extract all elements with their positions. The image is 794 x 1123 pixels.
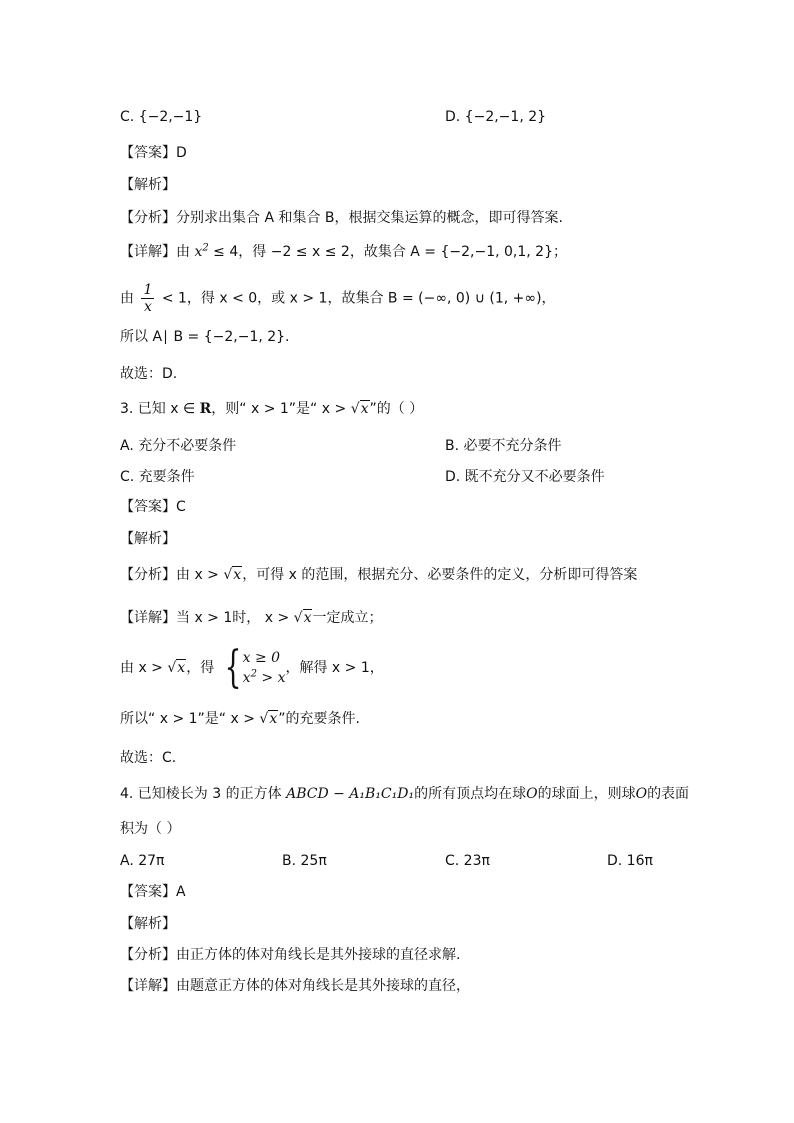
text-part: 的所有顶点均在球	[414, 786, 527, 802]
sqrt-radicand: x	[233, 567, 242, 583]
q3-choice: 故选：C.	[120, 750, 177, 766]
sqrt-symbol: √	[293, 610, 303, 626]
q3-option-d: D. 既不充分又不必要条件	[445, 469, 605, 485]
text-part: 一定成立；	[312, 610, 383, 626]
q4-option-c: C. 23π	[445, 853, 490, 869]
system-row-2: $x^2 > x$	[242, 668, 286, 686]
q3-conclusion	[120, 709, 360, 729]
q3-stem-part: ，则“ x > 1”是“ x >	[211, 401, 351, 417]
q3-stem-part: 3. 已知 x ∈	[120, 401, 200, 417]
sqrt-symbol: √	[259, 711, 269, 727]
text-part: 【详解】当 x > 1时， x >	[120, 610, 294, 626]
left-brace: {	[224, 642, 242, 693]
q3-stem	[120, 399, 423, 419]
sqrt-radicand: x	[360, 401, 369, 417]
system-row-1: x ≥ 0	[242, 650, 281, 666]
math-x-squared: $x^2$	[194, 242, 209, 260]
q4-analysis-heading: 【解析】	[120, 916, 176, 932]
text-part: 4. 已知棱长为 3 的正方体	[120, 786, 287, 802]
cube-name: ABCD − A₁B₁C₁D₁	[286, 786, 415, 802]
analysis-heading: 【解析】	[120, 177, 176, 193]
option-c: C. {−2,−1}	[120, 109, 203, 125]
fraction-denominator: x	[143, 299, 152, 315]
inequality-system	[219, 642, 286, 693]
sphere-name: O	[635, 786, 648, 802]
real-set-symbol: R	[199, 401, 212, 417]
q3-detail-1	[120, 608, 382, 628]
text-part: 的表面	[647, 786, 690, 802]
sqrt-radicand: x	[177, 660, 186, 676]
text-part: ，可得 x 的范围，根据充分、必要条件的定义，分析即可得答案	[242, 567, 638, 583]
text-part: 由 x >	[120, 660, 168, 676]
q3-answer: 【答案】C	[120, 499, 186, 515]
system-row-2-var: x	[242, 670, 251, 686]
sqrt-symbol: √	[350, 401, 360, 417]
detail-prefix: 【详解】由	[120, 244, 195, 260]
sphere-name: O	[526, 786, 538, 802]
sqrt-radicand: x	[303, 610, 312, 626]
choice-line: 故选：D.	[120, 366, 178, 382]
q4-option-b: B. 25π	[282, 853, 327, 869]
q4-stem-line-2: 积为（ ）	[120, 821, 181, 837]
q3-stem-part: ”的（ ）	[369, 401, 424, 417]
q4-answer: 【答案】A	[120, 884, 186, 900]
analysis-text: 【分析】分别求出集合 A 和集合 B，根据交集运算的概念，即可得答案.	[120, 210, 563, 226]
q4-option-d: D. 16π	[607, 853, 653, 869]
q4-analysis-text: 【分析】由正方体的体对角线长是其外接球的直径求解.	[120, 947, 461, 963]
detail-text: ≤ 4，得 −2 ≤ x ≤ 2，故集合 A = {−2,−1, 0,1, 2}；	[208, 244, 567, 260]
fraction	[141, 282, 154, 315]
text-part: ，解得 x > 1，	[285, 660, 384, 676]
q4-option-a: A. 27π	[120, 853, 165, 869]
answer-line: 【答案】D	[120, 145, 187, 161]
q4-stem	[120, 784, 689, 804]
detail-line-3: 所以 A∣ B = {−2,−1, 2}.	[120, 329, 290, 345]
text-part: ，得	[186, 660, 215, 676]
detail-text: < 1，得 x < 0，或 x > 1，故集合 B = (−∞, 0) ∪ (1, +∞)，	[157, 290, 556, 307]
q4-detail: 【详解】由题意正方体的体对角线长是其外接球的直径，	[120, 978, 470, 994]
option-d: D. {−2,−1, 2}	[445, 109, 547, 125]
detail-line-1	[120, 242, 567, 262]
q3-option-a: A. 充分不必要条件	[120, 438, 237, 454]
text-part: ”的充要条件.	[278, 711, 360, 727]
q3-analysis-text	[120, 565, 637, 585]
q3-option-c: C. 充要条件	[120, 469, 195, 485]
system-row-2-rest: > x	[256, 670, 286, 686]
fraction-numerator: 1	[143, 282, 153, 298]
q3-analysis-heading: 【解析】	[120, 531, 176, 547]
sqrt-symbol: √	[223, 567, 233, 583]
q3-option-b: B. 必要不充分条件	[445, 438, 562, 454]
detail-prefix: 由	[120, 290, 134, 307]
sqrt-symbol: √	[167, 660, 177, 676]
text-part: 所以“ x > 1”是“ x >	[120, 711, 260, 727]
sqrt-radicand: x	[269, 711, 278, 727]
q3-detail-2	[120, 642, 384, 693]
text-part: 【分析】由 x >	[120, 567, 224, 583]
text-part: 的球面上，则球	[537, 786, 636, 802]
detail-line-2	[120, 282, 556, 315]
